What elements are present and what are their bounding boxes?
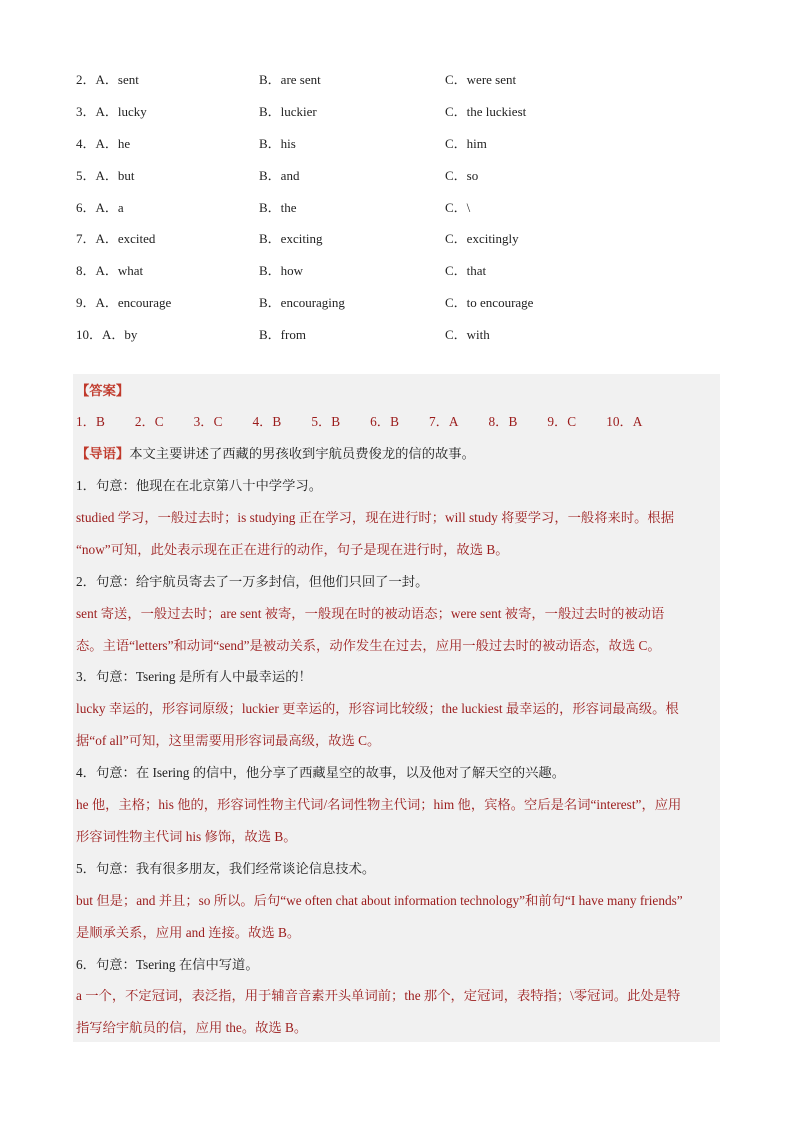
answer-key: 7．A xyxy=(428,414,459,429)
answer-header: 【答案】 xyxy=(76,383,130,398)
option-a: 8．A．what xyxy=(76,263,144,279)
explanation-line: a 一个，不定冠词，表泛指，用于辅音音素开头单词前；the 那个，定冠词，表特指；\零冠词。此处是特 xyxy=(76,988,681,1004)
explanation-line: but 但是；and 并且；so 所以。后句“we often chat about information technology”和前句“I have many friends” xyxy=(76,892,683,908)
answer-section xyxy=(73,374,720,1042)
option-row xyxy=(76,317,726,349)
answer-key: 4．B xyxy=(252,414,282,429)
option-c: C．to encourage xyxy=(445,294,534,310)
answer-key: 10．A xyxy=(606,414,643,429)
sentence-meaning: 4．句意：在 Isering 的信中，他分享了西藏星空的故事，以及他对了解天空的兴趣。 xyxy=(76,765,566,781)
option-b: B．luckier xyxy=(259,104,317,120)
answer-key: 1．B xyxy=(76,414,105,429)
option-a: 2．A．sent xyxy=(76,72,139,88)
option-row xyxy=(76,222,726,254)
option-b: B．how xyxy=(259,263,304,279)
option-row xyxy=(76,63,726,95)
explanation-line: 据“of all”可知，这里需要用形容词最高级，故选 C。 xyxy=(76,733,381,749)
option-c: C．with xyxy=(445,326,490,342)
explanation-line: 形容词性物主代词 his 修饰，故选 B。 xyxy=(76,828,297,844)
option-a: 5．A．but xyxy=(76,167,135,183)
option-row xyxy=(76,286,726,318)
option-a: 10．A．by xyxy=(76,326,138,342)
option-b: B．the xyxy=(259,199,297,215)
explanation-line: “now”可知，此处表示现在正在进行的动作，句子是现在进行时，故选 B。 xyxy=(76,541,509,557)
option-c: C．were sent xyxy=(445,72,517,88)
explanation-line: 是顺承关系，应用 and 连接。故选 B。 xyxy=(76,924,301,940)
option-b: B．exciting xyxy=(259,231,323,247)
option-b: B．and xyxy=(259,167,300,183)
option-row xyxy=(76,95,726,127)
option-c: C．\ xyxy=(445,199,471,215)
intro-text: 本文主要讲述了西藏的男孩收到宇航员费俊龙的信的故事。 xyxy=(129,446,475,461)
option-a: 4．A．he xyxy=(76,135,131,151)
answer-key: 9．C xyxy=(547,414,577,429)
option-a: 6．A．a xyxy=(76,199,124,215)
answer-key: 3．C xyxy=(193,414,223,429)
option-b: B．are sent xyxy=(259,72,321,88)
answer-key: 5．B xyxy=(311,414,341,429)
option-a: 3．A．lucky xyxy=(76,104,147,120)
option-c: C．him xyxy=(445,135,487,151)
option-b: B．encouraging xyxy=(259,294,345,310)
option-b: B．his xyxy=(259,135,296,151)
explanation-line: he 他，主格；his 他的，形容词性物主代词/名词性物主代词；him 他，宾格。空后是名词“interest”，应用 xyxy=(76,797,682,812)
explanation-line: 指写给宇航员的信，应用 the。故选 B。 xyxy=(76,1020,308,1036)
option-row xyxy=(76,158,726,190)
explanation-line: sent 寄送，一般过去时；are sent 被寄，一般现在时的被动语态；were sent 被寄，一般过去时的被动语 xyxy=(76,605,665,621)
sentence-meaning: 5．句意：我有很多朋友，我们经常谈论信息技术。 xyxy=(76,860,376,876)
option-c: C．so xyxy=(445,167,479,183)
explanation-line: 态。主语“letters”和动词“send”是被动关系，动作发生在过去，应用一般过去时的被动语态，故选 C。 xyxy=(76,637,661,653)
sentence-meaning: 1．句意：他现在在北京第八十中学学习。 xyxy=(76,478,322,493)
explanation-line: studied 学习，一般过去时；is studying 正在学习，现在进行时；will study 将要学习，一般将来时。根据 xyxy=(76,509,675,525)
option-a: 7．A．excited xyxy=(76,231,156,247)
sentence-meaning: 3．句意：Tsering 是所有人中最幸运的！ xyxy=(76,669,312,685)
answer-key: 8．B xyxy=(488,414,518,429)
explanation-line: lucky 幸运的，形容词原级；luckier 更幸运的，形容词比较级；the luckiest 最幸运的，形容词最高级。根 xyxy=(76,701,679,717)
option-b: B．from xyxy=(259,326,306,342)
options-list xyxy=(76,63,726,349)
answer-key: 2．C xyxy=(134,414,164,429)
intro-tag: 【导语】 xyxy=(76,446,130,461)
option-row xyxy=(76,254,726,286)
intro-line xyxy=(76,444,475,464)
answer-key: 6．B xyxy=(370,414,399,429)
option-a: 9．A．encourage xyxy=(76,294,172,310)
sentence-meaning: 2．句意：给宇航员寄去了一万多封信，但他们只回了一封。 xyxy=(76,573,429,589)
option-c: C．the luckiest xyxy=(445,104,527,120)
option-row xyxy=(76,190,726,222)
option-c: C．that xyxy=(445,263,487,279)
option-row xyxy=(76,127,726,159)
option-c: C．excitingly xyxy=(445,231,519,247)
answer-keys xyxy=(76,412,642,432)
sentence-meaning: 6．句意：Tsering 在信中写道。 xyxy=(76,956,259,972)
